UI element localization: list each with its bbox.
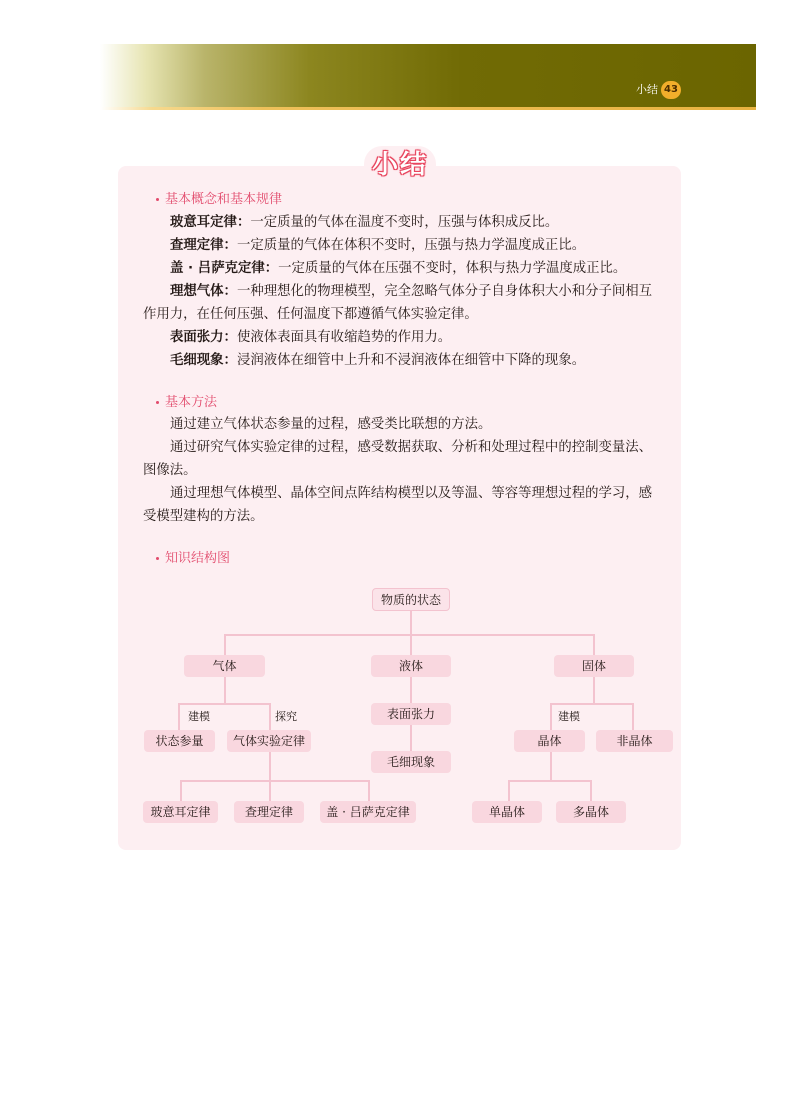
connector-line (180, 780, 182, 801)
map-node-poly-crystal: 多晶体 (556, 801, 626, 823)
connector-line (178, 703, 180, 730)
concept-term: 毛细现象： (170, 353, 237, 368)
connector-line (410, 634, 412, 655)
edge-label-model: 建模 (188, 710, 210, 723)
connector-line (269, 780, 271, 801)
connector-line (269, 703, 271, 730)
connector-line (590, 780, 592, 801)
header-section-label: 小结 (636, 83, 658, 96)
connector-line (593, 634, 595, 655)
connector-line (410, 725, 412, 751)
edge-label-explore: 探究 (275, 710, 297, 723)
section-heading-text: 基本概念和基本规律 (165, 192, 283, 207)
connector-line (508, 780, 592, 782)
concept-item (143, 211, 692, 234)
concept-item (143, 349, 692, 372)
map-node-root: 物质的状态 (372, 588, 450, 611)
connector-line (550, 752, 552, 780)
method-paragraph: 通过研究气体实验定律的过程，感受数据获取、分析和处理过程中的控制变量法、图像法。 (143, 440, 653, 479)
connector-line (410, 677, 412, 703)
map-node-capillary: 毛细现象 (371, 751, 451, 773)
concept-item (143, 280, 665, 327)
concept-item (143, 257, 692, 280)
connector-line (550, 703, 552, 730)
connector-line (224, 677, 226, 703)
section-heading-text: 基本方法 (165, 395, 218, 410)
map-node-charles: 查理定律 (234, 801, 304, 823)
panel-title: 小结 (364, 146, 436, 184)
concept-text: 使液体表面具有收缩趋势的作用力。 (236, 330, 452, 345)
map-node-amorphous: 非晶体 (596, 730, 673, 752)
edge-label-model: 建模 (558, 710, 580, 723)
map-node-boyle: 玻意耳定律 (143, 801, 218, 823)
concept-text: 浸润液体在细管中上升和不浸润液体在细管中下降的现象。 (236, 353, 586, 368)
connector-line (410, 610, 412, 634)
section-heading-concepts (156, 191, 282, 209)
bullet-dot-icon (156, 198, 159, 201)
connector-line (368, 780, 370, 801)
map-node-solid: 固体 (554, 655, 634, 677)
section-heading-methods (156, 394, 217, 412)
header-band (100, 44, 756, 108)
connector-line (593, 677, 595, 703)
map-node-gas-laws: 气体实验定律 (227, 730, 311, 752)
section-heading-structure (156, 550, 230, 568)
connector-line (508, 780, 510, 801)
connector-line (224, 634, 226, 655)
concept-term: 盖 · 吕萨克定律： (170, 261, 279, 276)
map-node-crystal: 晶体 (514, 730, 585, 752)
concept-text: 一定质量的气体在压强不变时，体积与热力学温度成正比。 (278, 261, 627, 276)
map-node-liquid: 液体 (371, 655, 451, 677)
page-number-badge: 43 (661, 81, 681, 99)
method-paragraph: 通过理想气体模型、晶体空间点阵结构模型以及等温、等容等理想过程的学习，感受模型建构的方法。 (143, 486, 653, 525)
concept-text: 一定质量的气体在温度不变时，压强与体积成反比。 (250, 215, 559, 230)
connector-line (269, 752, 271, 780)
map-node-state-params: 状态参量 (144, 730, 215, 752)
connector-line (550, 703, 634, 705)
map-node-surface-tension: 表面张力 (371, 703, 451, 725)
connector-line (180, 780, 370, 782)
method-paragraph: 通过建立气体状态参量的过程，感受类比联想的方法。 (170, 417, 492, 432)
concept-text: 一定质量的气体在体积不变时，压强与热力学温度成正比。 (236, 238, 586, 253)
bullet-dot-icon (156, 401, 159, 404)
connector-line (632, 703, 634, 730)
concept-term: 玻意耳定律： (170, 215, 251, 230)
header-rule (100, 107, 756, 110)
concept-text: 一种理想化的物理模型，完全忽略气体分子自身体积大小和分子间相互作用力，在任何压强、任何温度下都遵循气体实验定律。 (143, 284, 653, 323)
map-node-gay-lussac: 盖 · 吕萨克定律 (320, 801, 416, 823)
connector-line (178, 703, 271, 705)
concept-term: 查理定律： (170, 238, 237, 253)
concept-item (143, 326, 692, 349)
concept-term: 表面张力： (170, 330, 237, 345)
concept-term: 理想气体： (170, 284, 237, 299)
section-heading-text: 知识结构图 (165, 551, 231, 566)
map-node-gas: 气体 (184, 655, 265, 677)
concept-item (143, 234, 692, 257)
map-node-single-crystal: 单晶体 (472, 801, 542, 823)
bullet-dot-icon (156, 557, 159, 560)
